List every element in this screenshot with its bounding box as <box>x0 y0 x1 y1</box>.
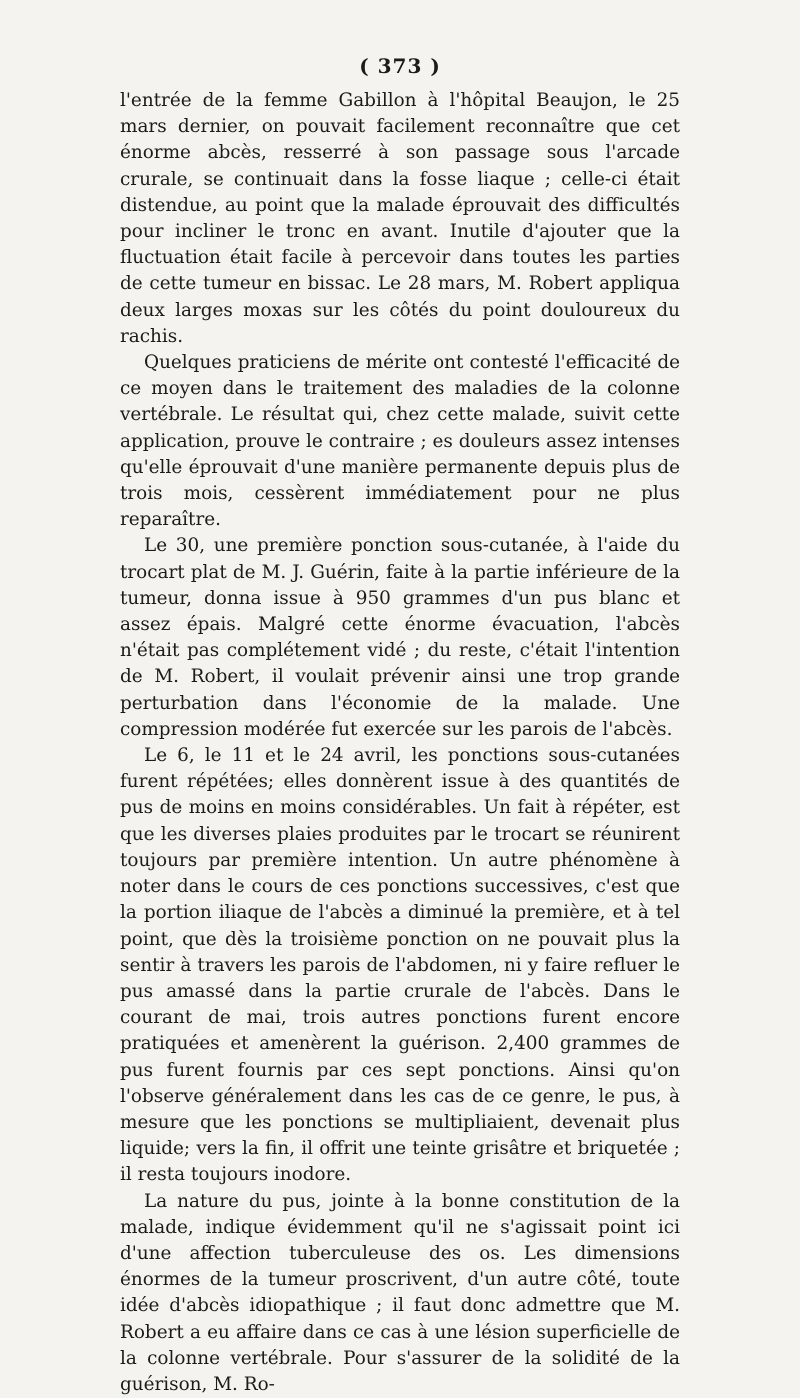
paragraph-5: La nature du pus, jointe à la bonne constitution de la malade, indique évidemment qu'il ne s'agissait point ici d'une affection tuberculeuse des os. Les dimensions énormes de la tumeur proscrivent, d'un autre côté, toute idée d'abcès idiopathique ; il faut donc admettre que M. Robert a eu affaire dans ce cas à une lésion superficielle de la colonne vertébrale. Pour s'assurer de la solidité de la guérison, M. Ro- <box>120 1190 680 1395</box>
body-text <box>120 88 680 1398</box>
paragraph-4: Le 6, le 11 et le 24 avril, les ponctions sous-cutanées furent répétées; elles donnèrent issue à des quantités de pus de moins en moins considérables. Un fait à répéter, est que les diverses plaies produites par le trocart se réunirent toujours par première intention. Un autre phénomène à noter dans le cours de ces ponctions successives, c'est que la portion iliaque de l'abcès a diminué la première, et à tel point, que dès la troisième ponction on ne pouvait plus la sentir à travers les parois de l'abdomen, ni y faire refluer le pus amassé dans la partie crurale de l'abcès. Dans le courant de mai, trois autres ponctions furent encore pratiquées et amenèrent la guérison. 2,400 grammes de pus furent fournis par ces sept ponctions. Ainsi qu'on l'observe généralement dans les cas de ce genre, le pus, à mesure que les ponctions se multipliaient, devenait plus liquide; vers la fin, il offrit une teinte grisâtre et briquetée ; il resta toujours inodore. <box>120 745 680 1186</box>
paragraph-3: Le 30, une première ponction sous-cutanée, à l'aide du trocart plat de M. J. Guérin, faite à la partie inférieure de la tumeur, donna issue à 950 grammes d'un pus blanc et assez épais. Malgré cette énorme évacuation, l'abcès n'était pas complétement vidé ; du reste, c'était l'intention de M. Robert, il voulait prévenir ainsi une trop grande perturbation dans l'économie de la malade. Une compression modérée fut exercée sur les parois de l'abcès. <box>120 535 680 740</box>
paragraph-2: Quelques praticiens de mérite ont contesté l'efficacité de ce moyen dans le traitement des maladies de la colonne vertébrale. Le résultat qui, chez cette malade, suivit cette application, prouve le contraire ; es douleurs assez intenses qu'elle éprouvait d'une manière permanente depuis plus de trois mois, cessèrent immédiatement pour ne plus reparaître. <box>120 352 680 531</box>
paragraph-1: l'entrée de la femme Gabillon à l'hôpital Beaujon, le 25 mars dernier, on pouvait facilement reconnaître que cet énorme abcès, resserré à son passage sous l'arcade crurale, se continuait dans la fosse liaque ; celle-ci était distendue, au point que la malade éprouvait des difficultés pour incliner le tronc en avant. Inutile d'ajouter que la fluctuation était facile à percevoir dans toutes les parties de cette tumeur en bissac. Le 28 mars, M. Robert appliqua deux larges moxas sur les côtés du point douloureux du rachis. <box>120 90 680 347</box>
page-number: ( 373 ) <box>359 54 441 78</box>
